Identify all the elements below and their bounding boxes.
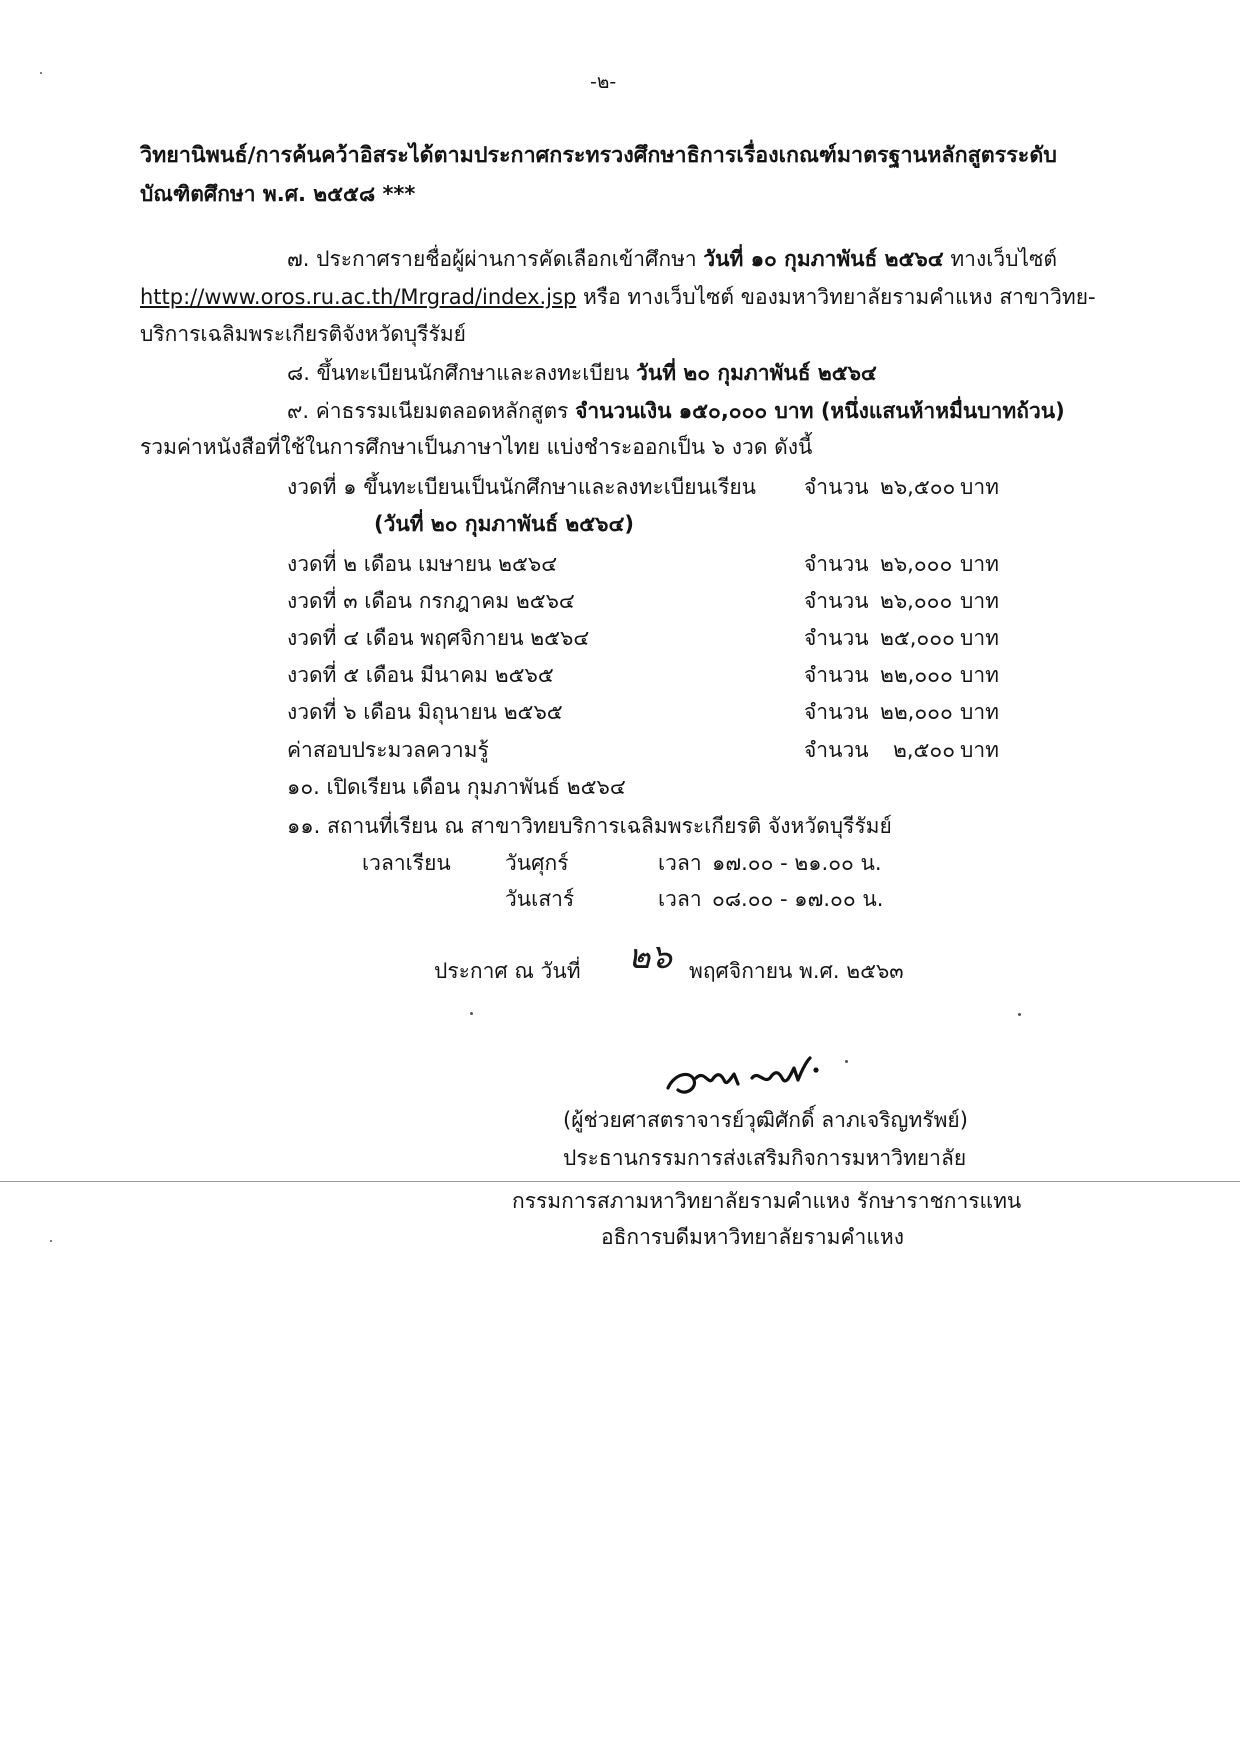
installment-label: งวดที่ ๓ เดือน กรกฎาคม ๒๕๖๔ xyxy=(287,589,575,613)
announce-suffix: พฤศจิกายน พ.ศ. ๒๕๖๓ xyxy=(689,959,904,983)
intro-line-2: บัณฑิตศึกษา พ.ศ. ๒๕๕๘ *** xyxy=(140,182,416,206)
item9-amount: จำนวนเงิน ๑๕๐,๐๐๐ บาท (หนึ่งแสนห้าหมื่นบาทถ้วน) xyxy=(575,399,1065,423)
installment-1-date: (วันที่ ๒๐ กุมภาพันธ์ ๒๕๖๔) xyxy=(374,512,634,536)
installment-amount: ๒,๕๐๐ xyxy=(893,738,956,762)
item11-line: ๑๑. สถานที่เรียน ณ สาขาวิทยบริการเฉลิมพระเกียรติ จังหวัดบุรีรัมย์ xyxy=(287,814,892,838)
installment-amount-label: จำนวน xyxy=(804,552,869,576)
installment-amount: ๒๒,๐๐๐ xyxy=(880,700,953,724)
item7-suffix: ทางเว็บไซต์ xyxy=(943,247,1057,271)
item7-line-1 xyxy=(287,245,1057,273)
scan-speck xyxy=(1018,1013,1021,1016)
handwritten-day: ๒๖ xyxy=(628,937,672,977)
signatory-position-1: ประธานกรรมการส่งเสริมกิจการมหาวิทยาลัย xyxy=(563,1146,967,1170)
signatory-position-2: กรรมการสภามหาวิทยาลัยรามคำแหง รักษาราชการแทน xyxy=(512,1189,1022,1213)
scan-speck xyxy=(40,72,42,74)
scan-speck xyxy=(470,1012,473,1015)
installment-amount-label: จำนวน xyxy=(804,589,869,613)
installment-amount-label: จำนวน xyxy=(804,700,869,724)
installment-amount-label: จำนวน xyxy=(804,663,869,687)
signatory-name: (ผู้ช่วยศาสตราจารย์วุฒิศักดิ์ ลาภเจริญทรัพย์) xyxy=(563,1108,968,1132)
item7-line-2-rest: หรือ ทางเว็บไซต์ ของมหาวิทยาลัยรามคำแหง สาขาวิทย- xyxy=(576,285,1096,309)
item8-line xyxy=(287,359,877,387)
installment-label: ค่าสอบประมวลความรู้ xyxy=(287,738,489,762)
installment-label: งวดที่ ๑ ขึ้นทะเบียนเป็นนักศึกษาและลงทะเบียนเรียน xyxy=(287,475,757,499)
item8-date: วันที่ ๒๐ กุมภาพันธ์ ๒๕๖๔ xyxy=(636,361,877,385)
installment-amount: ๒๖,๐๐๐ xyxy=(880,552,953,576)
item7-prefix: ๗. ประกาศรายชื่อผู้ผ่านการคัดเลือกเข้าศึกษา xyxy=(287,247,704,271)
handwritten-signature xyxy=(660,1040,860,1110)
installment-unit: บาท xyxy=(960,700,999,724)
intro-line-1: วิทยานิพนธ์/การค้นคว้าอิสระได้ตามประกาศกระทรวงศึกษาธิการเรื่องเกณฑ์มาตรฐานหลักสูตรระดับ xyxy=(140,143,1057,168)
installment-amount: ๒๖,๐๐๐ xyxy=(880,589,953,613)
item10-line: ๑๐. เปิดเรียน เดือน กุมภาพันธ์ ๒๕๖๔ xyxy=(287,775,626,799)
installment-unit: บาท xyxy=(960,663,999,687)
study-time-label: เวลาเรียน xyxy=(362,851,451,875)
installment-amount-label: จำนวน xyxy=(804,738,869,762)
schedule-day: วันศุกร์ xyxy=(505,851,569,875)
item8-prefix: ๘. ขึ้นทะเบียนนักศึกษาและลงทะเบียน xyxy=(287,361,637,385)
installment-label: งวดที่ ๕ เดือน มีนาคม ๒๕๖๕ xyxy=(287,663,554,687)
schedule-day: วันเสาร์ xyxy=(505,887,575,911)
installment-label: งวดที่ ๖ เดือน มิถุนายน ๒๕๖๕ xyxy=(287,700,563,724)
installment-unit: บาท xyxy=(960,552,999,576)
schedule-time: ๑๗.๐๐ - ๒๑.๐๐ น. xyxy=(712,851,882,875)
item7-line-2 xyxy=(140,283,1096,311)
installment-unit: บาท xyxy=(960,626,999,650)
website-link[interactable]: http://www.oros.ru.ac.th/Mrgrad/index.jsp xyxy=(140,285,577,309)
signatory-position-3: อธิการบดีมหาวิทยาลัยรามคำแหง xyxy=(601,1225,904,1249)
schedule-time-label: เวลา xyxy=(658,851,702,875)
installment-unit: บาท xyxy=(960,475,999,499)
scan-line-divider xyxy=(0,1181,1240,1182)
installment-label: งวดที่ ๔ เดือน พฤศจิกายน ๒๕๖๔ xyxy=(287,626,590,650)
installment-unit: บาท xyxy=(960,738,999,762)
scan-speck xyxy=(50,1240,52,1242)
schedule-time-label: เวลา xyxy=(658,887,702,911)
installment-unit: บาท xyxy=(960,589,999,613)
installment-amount: ๒๕,๐๐๐ xyxy=(880,626,955,650)
installment-amount-label: จำนวน xyxy=(804,475,869,499)
installment-amount-label: จำนวน xyxy=(804,626,869,650)
schedule-time: ๐๘.๐๐ - ๑๗.๐๐ น. xyxy=(712,887,884,911)
installment-amount: ๒๖,๕๐๐ xyxy=(880,475,956,499)
item9-line-2: รวมค่าหนังสือที่ใช้ในการศึกษาเป็นภาษาไทย แบ่งชำระออกเป็น ๖ งวด ดังนี้ xyxy=(140,435,813,459)
installment-amount: ๒๒,๐๐๐ xyxy=(880,663,953,687)
item9-prefix: ๙. ค่าธรรมเนียมตลอดหลักสูตร xyxy=(287,399,576,423)
installment-label: งวดที่ ๒ เดือน เมษายน ๒๕๖๔ xyxy=(287,552,558,576)
announce-prefix: ประกาศ ณ วันที่ xyxy=(434,959,581,983)
item9-line-1 xyxy=(287,397,1065,425)
page-number: -๒- xyxy=(590,71,617,93)
item7-line-3: บริการเฉลิมพระเกียรติจังหวัดบุรีรัมย์ xyxy=(140,322,466,346)
item7-date: วันที่ ๑๐ กุมภาพันธ์ ๒๕๖๔ xyxy=(703,247,944,271)
